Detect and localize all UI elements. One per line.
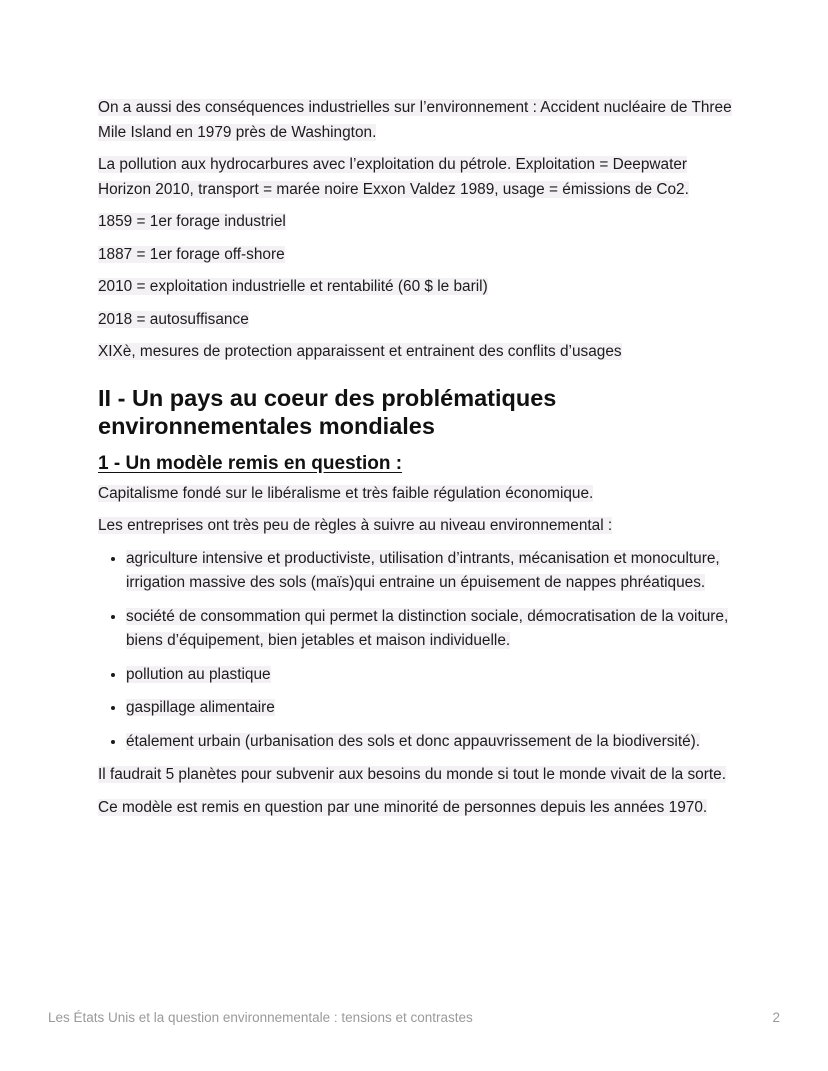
- bullet-list: [98, 547, 738, 755]
- list-item: • pollution au plastique: [126, 663, 738, 688]
- page-number: 2: [772, 1010, 780, 1025]
- paragraph: 1887 = 1er forage off-shore: [98, 245, 285, 263]
- paragraph: Ce modèle est remis en question par une minorité de personnes depuis les années 1970.: [98, 798, 708, 816]
- paragraph: 2018 = autosuffisance: [98, 310, 249, 328]
- list-item: • société de consommation qui permet la distinction sociale, démocratisation de la voiture, biens d’équipement, bien jetables et maison individuelle.: [126, 605, 738, 654]
- section-heading: II - Un pays au coeur des problématiques environnementales mondiales: [98, 384, 557, 439]
- paragraph: XIXè, mesures de protection apparaissent et entrainent des conflits d’usages: [98, 343, 622, 360]
- paragraph: Les entreprises ont très peu de règles à suivre au niveau environnemental :: [98, 517, 613, 534]
- paragraph: Capitalisme fondé sur le libéralisme et très faible régulation économique.: [98, 484, 594, 502]
- list-item: • agriculture intensive et productiviste, utilisation d’intrants, mécanisation et monoculture, irrigation massive des sols (maïs)qui entraine un épuisement de nappes phréatiques.: [126, 547, 738, 596]
- page-content: [98, 96, 738, 828]
- paragraph: La pollution aux hydrocarbures avec l’exploitation du pétrole. Exploitation = Deepwater Horizon 2010, transport = marée noire Exxon Valdez 1989, usage = émissions de Co2.: [98, 156, 689, 198]
- list-item: • étalement urbain (urbanisation des sols et donc appauvrissement de la biodiversité).: [126, 730, 738, 755]
- page-footer: [48, 1010, 780, 1025]
- paragraph: Il faudrait 5 planètes pour subvenir aux besoins du monde si tout le monde vivait de la sorte.: [98, 766, 726, 783]
- paragraph: 1859 = 1er forage industriel: [98, 213, 286, 230]
- subsection-heading: 1 - Un modèle remis en question :: [98, 452, 403, 474]
- footer-title: Les États Unis et la question environnementale : tensions et contrastes: [48, 1010, 473, 1025]
- paragraph: On a aussi des conséquences industrielles sur l’environnement : Accident nucléaire de Three Mile Island en 1979 près de Washington.: [98, 99, 732, 141]
- paragraph: 2010 = exploitation industrielle et rentabilité (60 $ le baril): [98, 278, 488, 295]
- list-item: • gaspillage alimentaire: [126, 696, 738, 721]
